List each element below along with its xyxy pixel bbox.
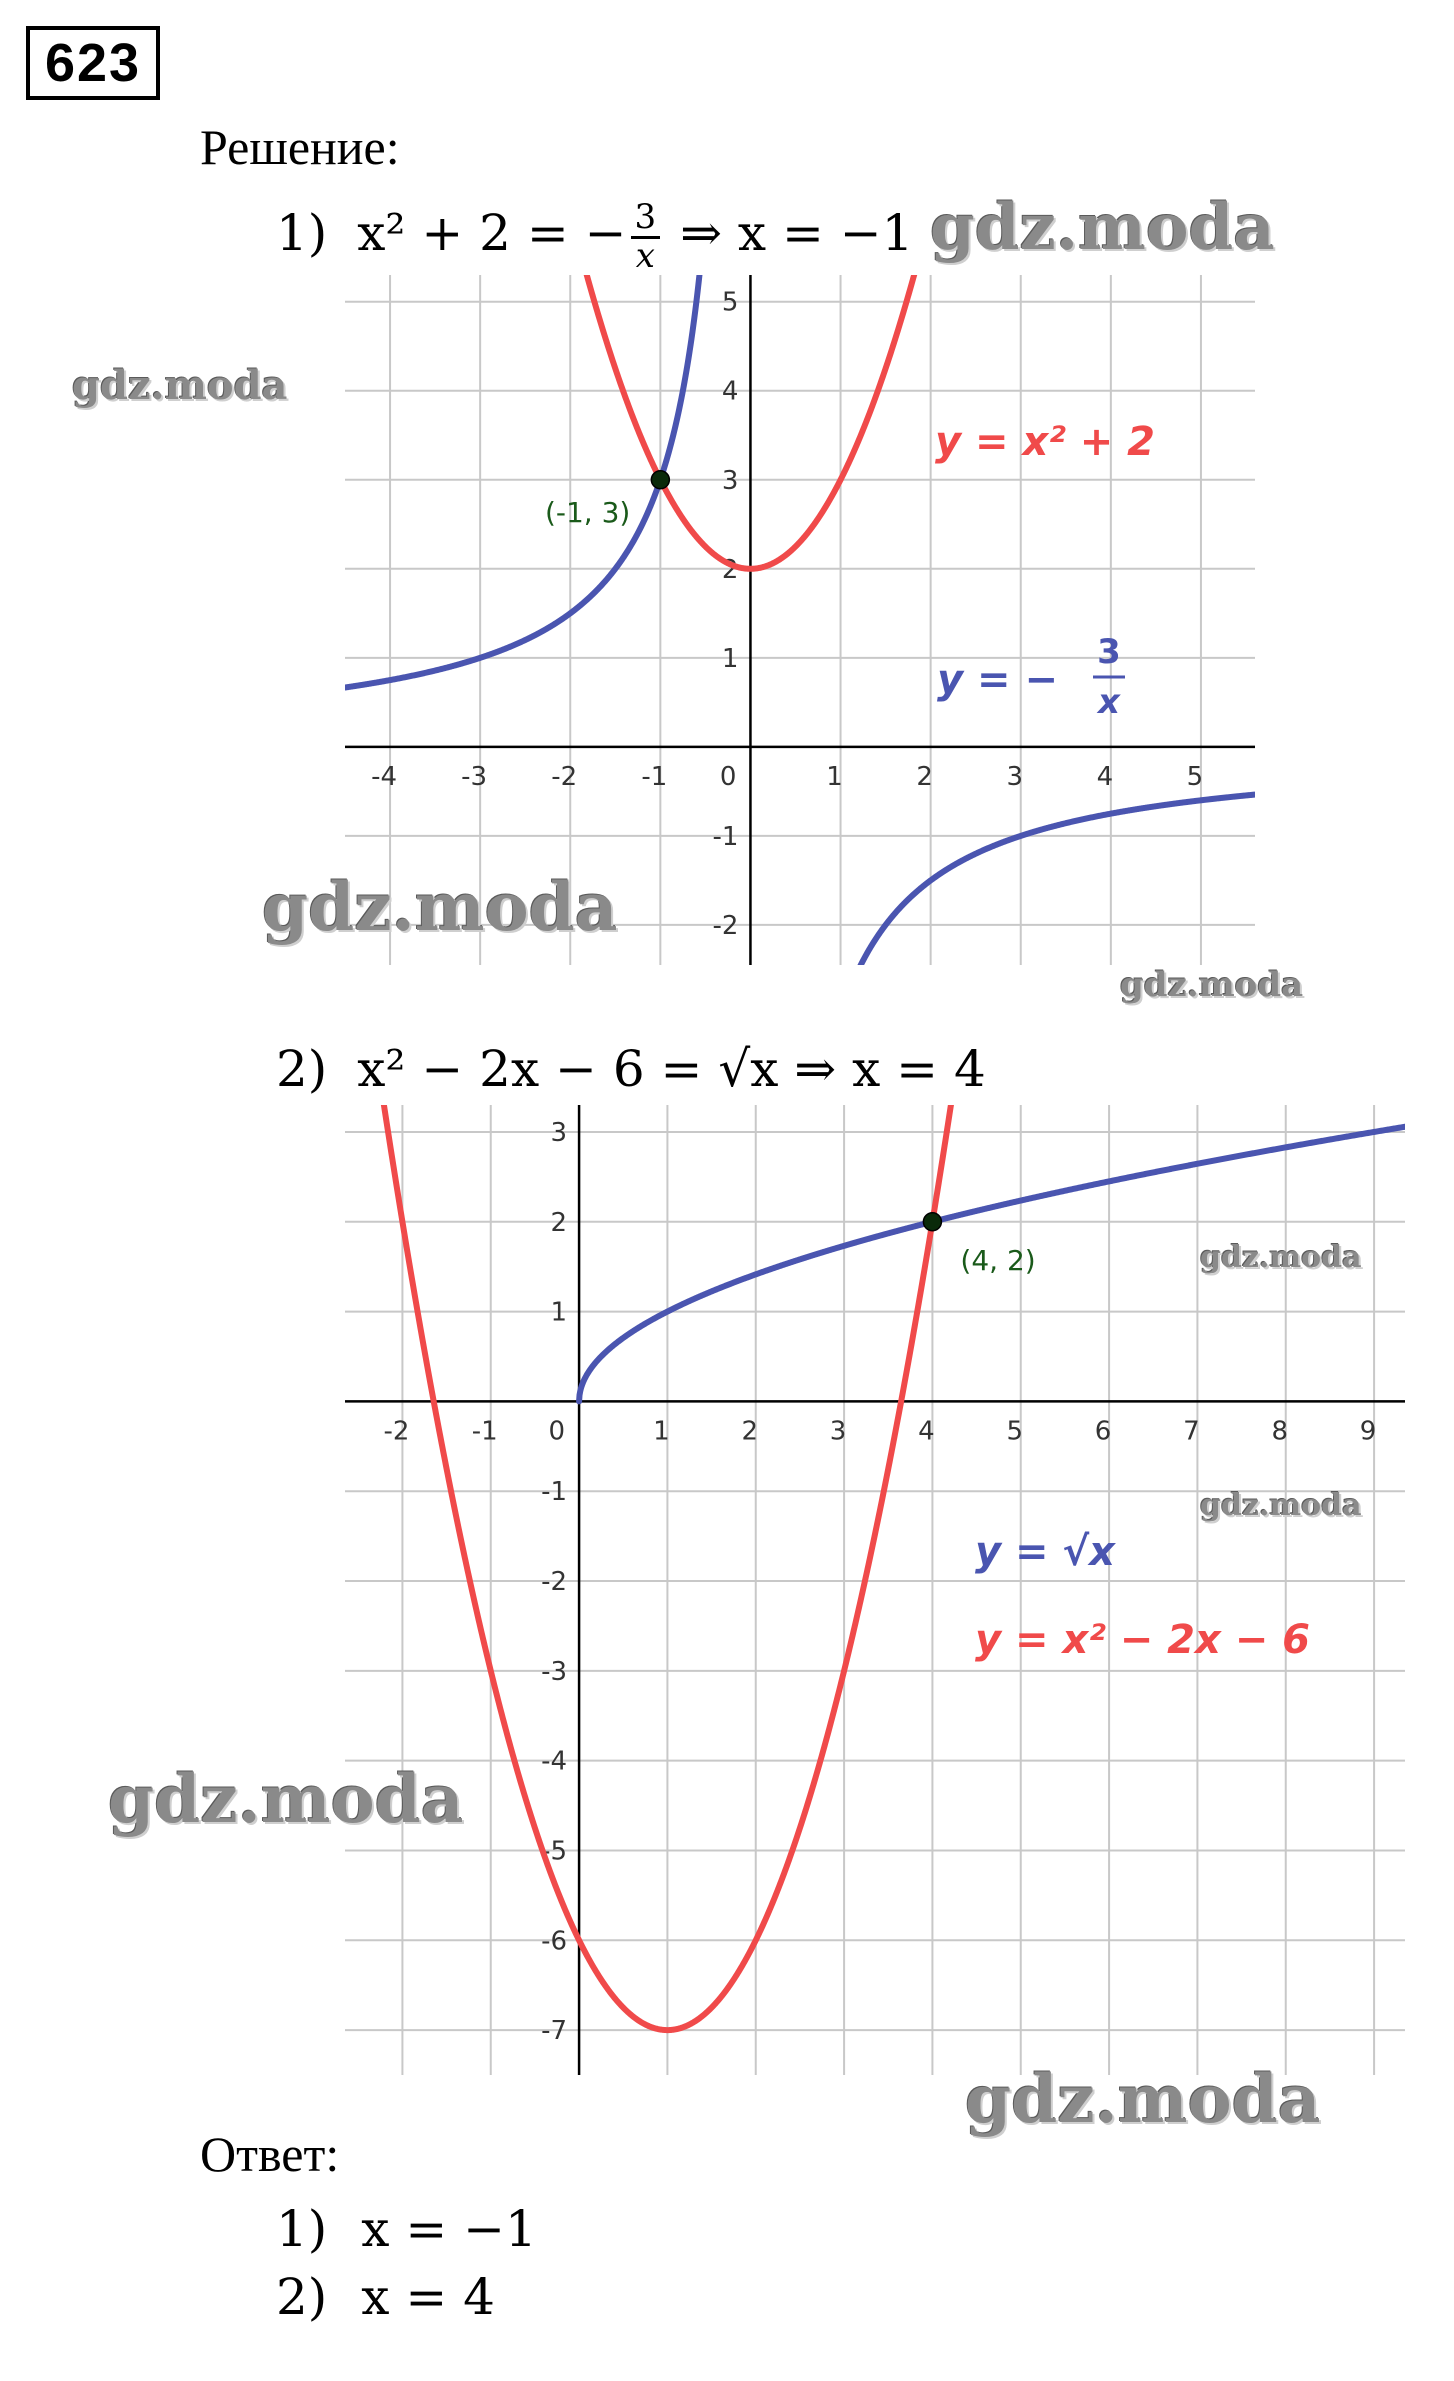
x-tick-label: 4 — [918, 1416, 935, 1447]
part1-lhs: x² + 2 = − — [357, 204, 627, 263]
x-tick-label: -1 — [471, 1416, 498, 1447]
answer-1 — [276, 2200, 537, 2258]
x-tick-label: -4 — [371, 761, 398, 792]
y-tick-label: 2 — [550, 1207, 568, 1238]
origin-label: 0 — [719, 761, 737, 792]
y-tick-label: -1 — [712, 821, 739, 852]
answer-2-text: x = 4 — [361, 2268, 495, 2326]
watermark: gdz.moda — [72, 362, 288, 409]
point-label: (-1, 3) — [544, 495, 631, 529]
y-tick-label: 4 — [721, 376, 739, 407]
y-tick-label: 1 — [550, 1297, 568, 1328]
x-tick-label: 1 — [826, 761, 843, 792]
part2-label: 2) — [276, 1040, 328, 1098]
watermark: gdz.moda — [1200, 1488, 1362, 1523]
legend-label: y = − — [937, 657, 1058, 703]
legend-label: y = x² + 2 — [935, 419, 1155, 465]
y-tick-label: 2 — [721, 554, 739, 585]
x-tick-label: 2 — [741, 1416, 759, 1447]
series-curve — [345, 275, 1255, 965]
solution-heading: Решение: — [200, 119, 400, 175]
x-tick-label: 4 — [1096, 761, 1114, 792]
y-tick-label: 3 — [550, 1117, 568, 1148]
y-tick-label: -4 — [541, 1746, 568, 1777]
origin-label: 0 — [548, 1416, 566, 1447]
x-tick-label: 7 — [1183, 1416, 1200, 1447]
x-tick-label: 9 — [1359, 1416, 1377, 1447]
part2-equation — [276, 1040, 986, 1098]
x-tick-label: 2 — [916, 761, 933, 792]
y-tick-label: 5 — [721, 287, 739, 318]
x-tick-label: 6 — [1094, 1416, 1112, 1447]
x-tick-label: 3 — [829, 1416, 847, 1447]
y-tick-label: -3 — [541, 1656, 568, 1687]
legend-label: y = x² − 2x − 6 — [975, 1617, 1310, 1663]
intersection-point — [923, 1213, 941, 1231]
watermark: gdz.moda — [1120, 965, 1304, 1005]
part1-rhs: ⇒ x = −1 — [664, 204, 914, 263]
y-tick-label: 1 — [721, 643, 739, 674]
part1-fraction — [631, 197, 661, 276]
legend-frac-den: x — [1098, 682, 1120, 722]
watermark: gdz.moda — [1200, 1240, 1362, 1275]
y-tick-label: 3 — [721, 465, 739, 496]
chart-1 — [345, 275, 1255, 965]
x-tick-label: -3 — [461, 761, 488, 792]
point-label: (4, 2) — [960, 1243, 1036, 1277]
x-tick-label: 5 — [1186, 761, 1204, 792]
x-tick-label: 8 — [1271, 1416, 1289, 1447]
x-tick-label: -1 — [641, 761, 668, 792]
legend-label: y = √x — [975, 1529, 1115, 1575]
x-tick-label: 3 — [1006, 761, 1024, 792]
x-tick-label: -2 — [551, 761, 578, 792]
y-tick-label: -5 — [541, 1836, 568, 1867]
watermark: gdz.moda — [930, 190, 1275, 265]
y-tick-label: -2 — [541, 1567, 568, 1598]
part1-equation — [276, 197, 914, 276]
watermark: gdz.moda — [108, 1760, 464, 1838]
y-tick-label: -1 — [541, 1477, 568, 1508]
watermark: gdz.moda — [262, 868, 618, 946]
answer-1-label: 1) — [276, 2200, 328, 2258]
part1-label: 1) — [276, 204, 328, 263]
answer-heading: Ответ: — [200, 2126, 340, 2182]
legend-frac-num: 3 — [1097, 632, 1121, 672]
x-tick-label: 1 — [653, 1416, 670, 1447]
part2-text: x² − 2x − 6 = √x ⇒ x = 4 — [357, 1040, 986, 1098]
part1-frac-num: 3 — [631, 200, 661, 239]
x-tick-label: 5 — [1006, 1416, 1024, 1447]
answer-2-label: 2) — [276, 2268, 328, 2326]
y-tick-label: -7 — [541, 2016, 568, 2047]
part1-frac-den: x — [635, 235, 655, 276]
intersection-point — [651, 471, 669, 489]
answer-2 — [276, 2268, 495, 2326]
x-tick-label: -2 — [383, 1416, 410, 1447]
answer-1-text: x = −1 — [361, 2200, 537, 2258]
problem-number: 623 — [26, 26, 160, 100]
y-tick-label: -2 — [712, 910, 739, 941]
y-tick-label: -6 — [541, 1926, 568, 1957]
watermark: gdz.moda — [965, 2060, 1321, 2138]
